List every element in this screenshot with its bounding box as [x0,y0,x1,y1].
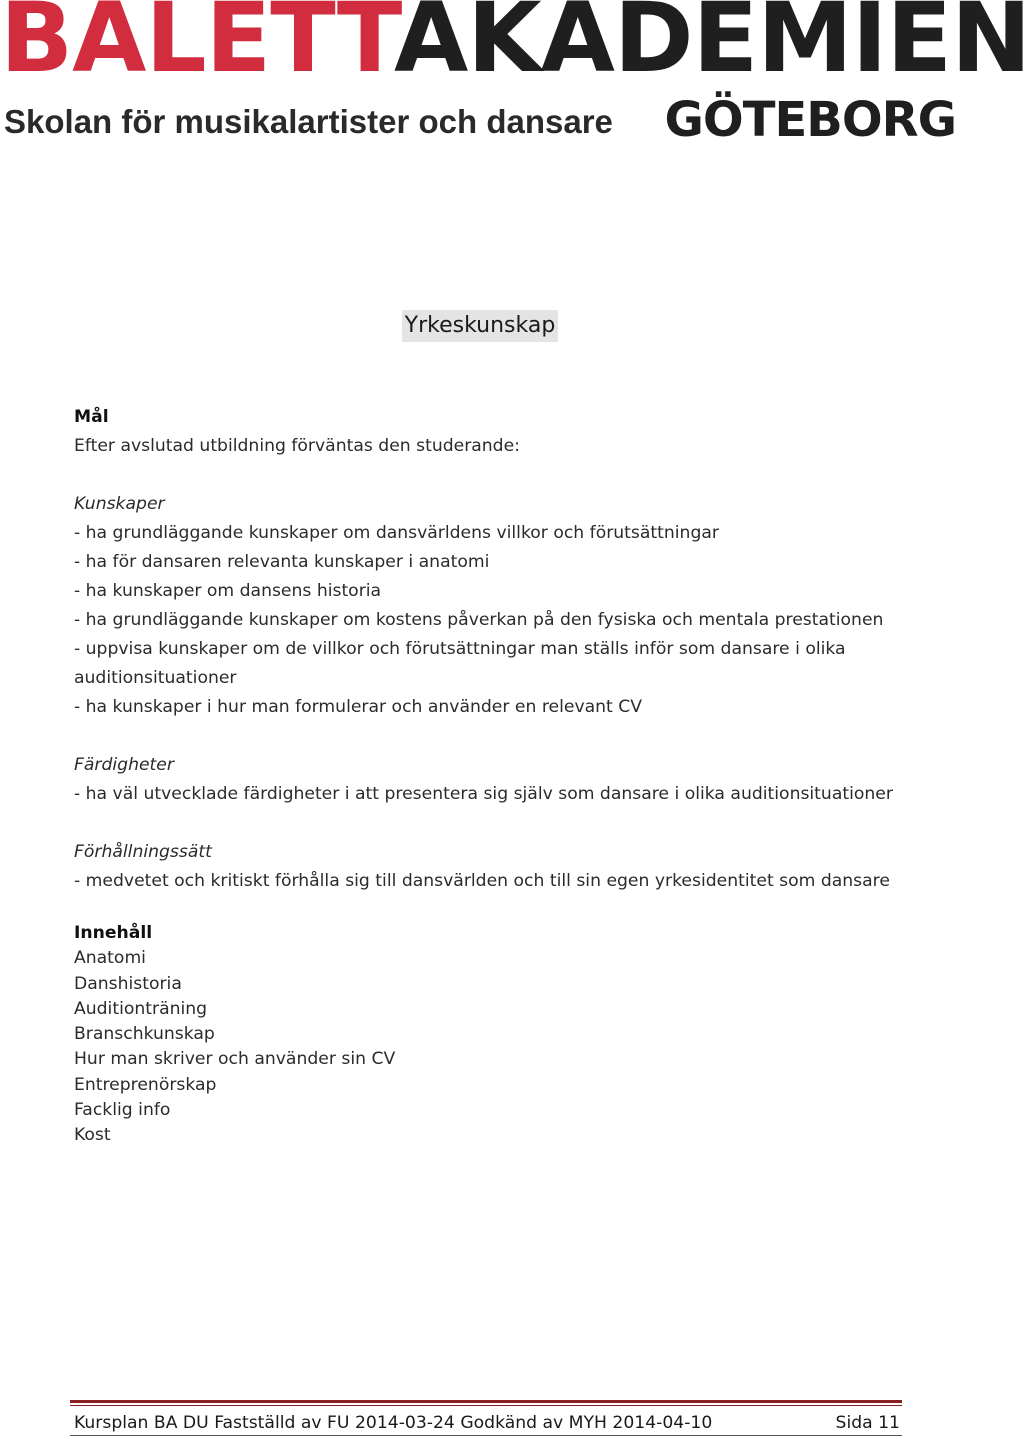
document-title-wrap [0,310,960,342]
document-title: Yrkeskunskap [402,310,559,342]
page-footer [74,1410,900,1436]
skills-item: - ha väl utvecklade färdigheter i att presentera sig själv som dansare i olika auditionsituationer [74,784,893,804]
content-item: Entreprenörskap [74,1074,217,1095]
goal-intro: Efter avslutad utbildning förväntas den studerande: [74,436,520,456]
content-item: Anatomi [74,948,146,969]
knowledge-item: - ha kunskaper i hur man formulerar och använder en relevant CV [74,697,643,717]
content-item: Auditionträning [74,998,208,1019]
logo-wordmark-dark: AKADEMIEN [393,0,1030,94]
footer-rule-bottom [70,1435,902,1436]
content-item: Facklig info [74,1100,171,1121]
approach-item: - medvetet och kritiskt förhålla sig till dansvärlden och till sin egen yrkesidentitet som dansare [74,871,890,891]
knowledge-item: - uppvisa kunskaper om de villkor och förutsättningar man ställs inför som dansare i olika [74,639,846,659]
knowledge-item: - ha kunskaper om dansens historia [74,581,382,601]
school-logo [0,0,1030,150]
content-item: Hur man skriver och använder sin CV [74,1049,396,1070]
footer-course-info: Kursplan BA DU Fastställd av FU 2014-03-24 Godkänd av MYH 2014-04-10 [74,1413,713,1433]
document-body [74,403,894,1149]
knowledge-item: - ha grundläggande kunskaper om dansvärldens villkor och förutsättningar [74,523,719,543]
knowledge-item: auditionsituationer [74,668,237,688]
knowledge-item: - ha grundläggande kunskaper om kostens påverkan på den fysiska och mentala prestationen [74,610,884,630]
content-item: Branschkunskap [74,1024,215,1045]
footer-rule-thick [70,1400,902,1403]
content-item: Danshistoria [74,973,182,994]
goal-heading: Mål [74,407,109,427]
logo-wordmark-red: BALETT [0,0,394,94]
logo-city: GÖTEBORG [664,92,956,148]
content-item: Kost [74,1125,111,1146]
approach-heading: Förhållningssätt [74,842,212,862]
knowledge-heading: Kunskaper [74,494,165,514]
logo-wordmark [0,0,1030,94]
content-heading: Innehåll [74,923,153,943]
footer-rule-thin [70,1405,902,1406]
skills-heading: Färdigheter [74,755,174,775]
logo-tagline: Skolan för musikalartister och dansare [4,103,613,140]
knowledge-item: - ha för dansaren relevanta kunskaper i anatomi [74,552,490,572]
footer-page-number: Sida 11 [835,1413,900,1433]
